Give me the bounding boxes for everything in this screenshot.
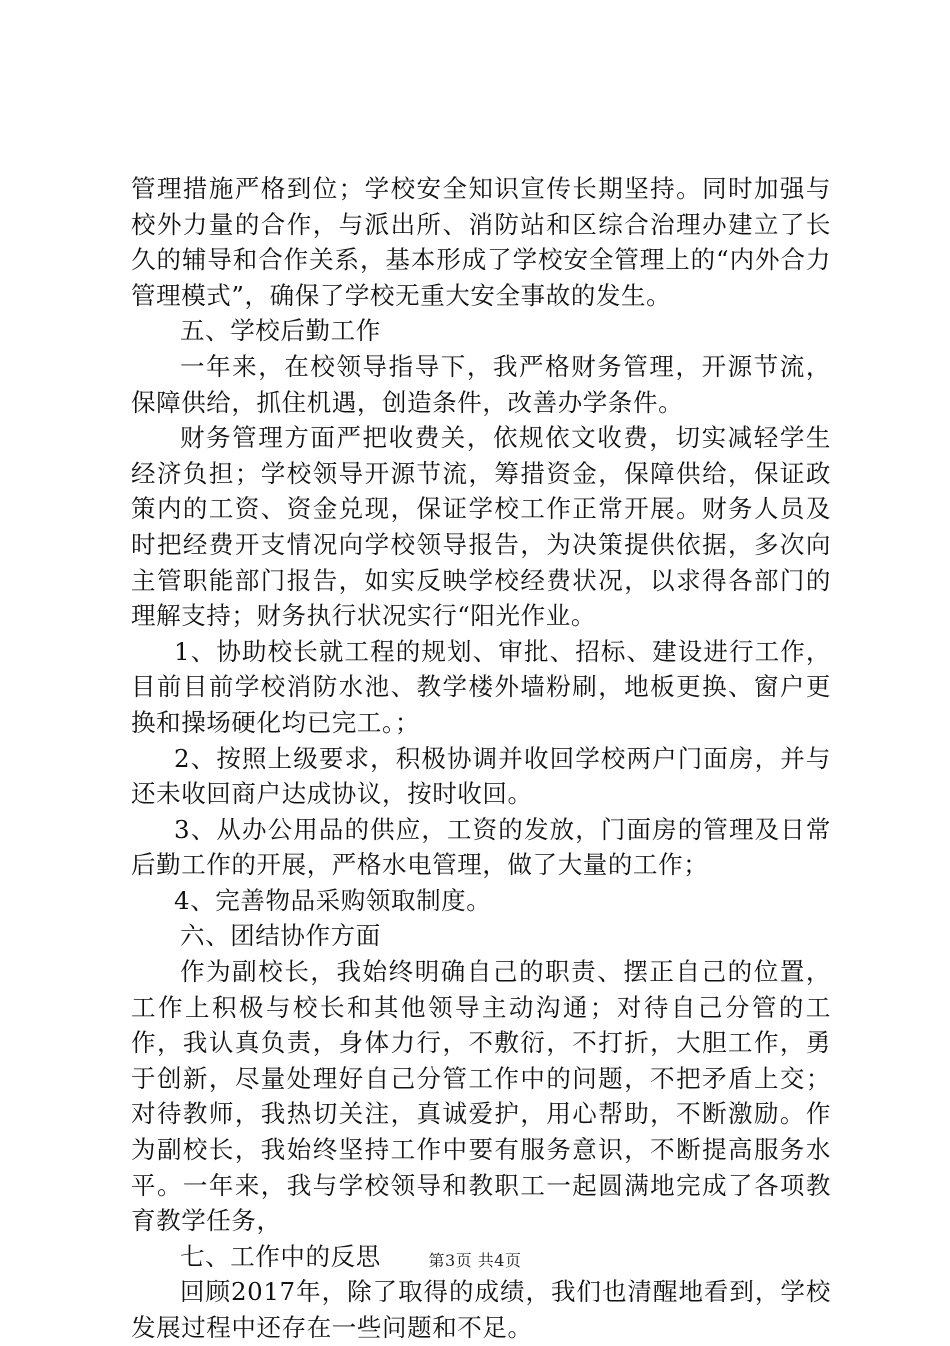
document-body	[131, 171, 831, 1346]
section-heading-reflection: 七、工作中的反思	[180, 1241, 381, 1271]
list-item-1: 1、协助校长就工程的规划、审批、招标、建设进行工作，目前目前学校消防水池、教学楼外墙粉刷，地板更换、窗户更换和操场硬化均已完工。；	[131, 636, 831, 737]
list-item-2: 2、按照上级要求，积极协调并收回学校两户门面房，并与还未收回商户达成协议，按时收回。	[131, 743, 831, 809]
paragraph-reflection: 回顾2017年，除了取得的成绩，我们也清醒地看到，学校发展过程中还存在一些问题和不足。	[131, 1277, 831, 1342]
list-item-4: 4、完善物品采购领取制度。	[174, 885, 492, 915]
section-heading-teamwork: 六、团结协作方面	[180, 921, 381, 951]
page-number-footer: 第3页 共4页	[428, 1251, 522, 1270]
list-item-3: 3、从办公用品的供应，工资的发放，门面房的管理及日常后勤工作的开展，严格水电管理，做了大量的工作；	[131, 814, 831, 880]
paragraph-teamwork: 作为副校长，我始终明确自己的职责、摆正自己的位置，工作上积极与校长和其他领导主动沟通；对待自己分管的工作，我认真负责，身体力行，不敷衍，不打折，大胆工作，勇于创新，尽量处理好自己分管工作中的问题，不把矛盾上交；对待教师，我热切关注，真诚爱护，用心帮助，不断激励。作为副校长，我始终坚持工作中要有服务意识，不断提高服务水平。一年来，我与学校领导和教职工一起圆满地完成了各项教育教学任务，	[131, 957, 831, 1236]
paragraph-finance: 财务管理方面严把收费关，依规依文收费，切实减轻学生经济负担；学校领导开源节流，筹措资金，保障供给，保证政策内的工资、资金兑现，保证学校工作正常开展。财务人员及时把经费开支情况向学校领导报告，为决策提供依据，多次向主管职能部门报告，如实反映学校经费状况，以求得各部门的理解支持；财务执行状况实行“阳光作业。	[131, 423, 831, 631]
section-heading-logistics: 五、学校后勤工作	[180, 316, 381, 346]
paragraph-logistics-intro: 一年来，在校领导指导下，我严格财务管理，开源节流，保障供给，抓住机遇，创造条件，改善办学条件。	[131, 351, 831, 417]
paragraph-safety-continued: 管理措施严格到位；学校安全知识宣传长期坚持。同时加强与校外力量的合作，与派出所、消防站和区综合治理办建立了长久的辅导和合作关系，基本形成了学校安全管理上的“内外合力管理模式”，确保了学校无重大安全事故的发生。	[131, 174, 831, 310]
